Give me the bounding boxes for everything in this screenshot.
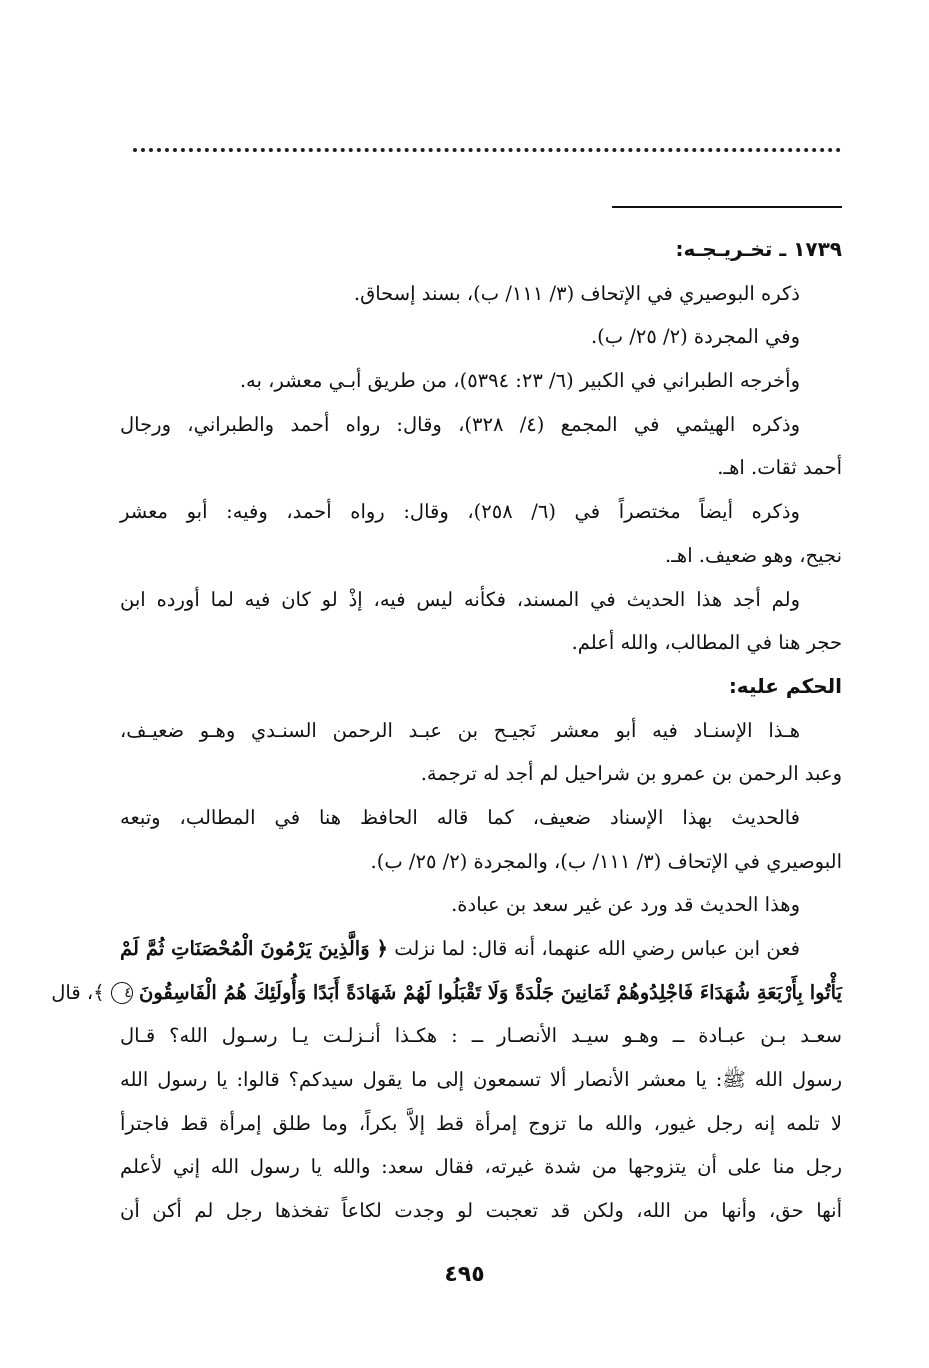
takhrij-line: وذكره أيضاً مختصراً في (٦/ ٢٥٨)، وقال: رواه أحمد، وفيه: أبو معشر	[120, 500, 800, 524]
takhrij-heading	[120, 228, 842, 272]
page-number: ٤٩٥	[444, 1262, 485, 1287]
hadith-line: أنها حق، وأنها من الله، ولكن قد تعجبت لو وجدت لكاعاً تفخذها رجل لم أكن أن	[120, 1199, 842, 1223]
ruling-line: فالحديث بهذا الإسناد ضعيف، كما قاله الحافظ هنا في المطالب، وتبعه	[120, 805, 800, 829]
hadith-line: رسول الله ﷺ: يا معشر الأنصار ألا تسمعون إلى ما يقول سيدكم؟ قالوا: يا رسول الله	[120, 1068, 842, 1092]
page-content	[51, 228, 842, 1233]
takhrij-line: نجيح، وهو ضعيف. اهـ.	[665, 543, 842, 567]
hadith-line	[51, 971, 842, 1015]
ruling-line: وهذا الحديث قد ورد عن غير سعد بن عبادة.	[451, 893, 800, 917]
takhrij-line: ذكره البوصيري في الإتحاف (٣/ ١١١/ ب)، بسند إسحاق.	[353, 281, 800, 305]
takhrij-label: تخـريـجـه:	[675, 237, 773, 261]
takhrij-line: حجر هنا في المطالب، والله أعلم.	[571, 631, 842, 655]
ruling-line: هـذا الإسنـاد فيه أبو معشر نَجيـح بن عبـد الرحمن السنـدي وهـو ضعيـف،	[120, 718, 800, 742]
takhrij-line: ولم أجد هذا الحديث في المسند، فكأنه ليس فيه، إذْ لو كان فيه لما أورده ابن	[120, 587, 800, 611]
footnote-rule	[612, 206, 842, 208]
quran-verse: ﴿ وَالَّذِينَ يَرْمُونَ الْمُحْصَنَاتِ ثُمَّ لَمْ	[120, 937, 388, 960]
hadith-line: سعـد بـن عبـادة ــ وهـو سيـد الأنصـار ــ : هكـذا أنـزلـت يـا رسـول الله؟ قـال	[120, 1024, 842, 1048]
hadith-line	[120, 927, 842, 971]
verse-close: ﴾، قال	[51, 980, 105, 1004]
takhrij-line: وذكره الهيثمي في المجمع (٤/ ٣٢٨)، وقال: رواه أحمد والطبراني، ورجال	[120, 412, 800, 436]
dotted-separator	[133, 148, 841, 152]
hadith-line: رجل منا على أن يتزوجها من شدة غيرته، فقال سعد: والله يا رسول الله إني لأعلم	[120, 1155, 842, 1179]
ruling-line: البوصيري في الإتحاف (٣/ ١١١/ ب)، والمجردة (٢/ ٢٥/ ب).	[370, 849, 842, 873]
quran-verse: يَأْتُوا بِأَرْبَعَةِ شُهَدَاءَ فَاجْلِدُوهُمْ ثَمَانِينَ جَلْدَةً وَلَا تَقْبَلُوا لَهُمْ شَهَادَةً أَبَدًا وَأُولَئِكَ هُمُ الْفَاسِقُونَ	[139, 980, 842, 1004]
hadith-intro: فعن ابن عباس رضي الله عنهما، أنه قال: لما نزلت	[394, 937, 800, 960]
hadith-number: ١٧٣٩	[793, 237, 842, 261]
takhrij-line: وأخرجه الطبراني في الكبير (٦/ ٢٣: ٥٣٩٤)، من طريق أبـي معشر، به.	[239, 369, 800, 393]
ruling-line: وعبد الرحمن بن عمرو بن شراحيل لم أجد له ترجمة.	[420, 762, 842, 786]
hadith-line: لا تلمه إنه رجل غيور، والله ما تزوج إمرأة قط إلاَّ بكراً، وما طلق إمرأة قط فاجترأ	[120, 1111, 842, 1135]
heading-dash: ـ	[779, 237, 787, 261]
ayah-number-marker: ٤	[111, 982, 133, 1004]
takhrij-line: أحمد ثقات. اهـ.	[717, 456, 842, 480]
ruling-heading: الحكم عليه:	[728, 673, 842, 698]
takhrij-line: وفي المجردة (٢/ ٢٥/ ب).	[590, 325, 800, 349]
